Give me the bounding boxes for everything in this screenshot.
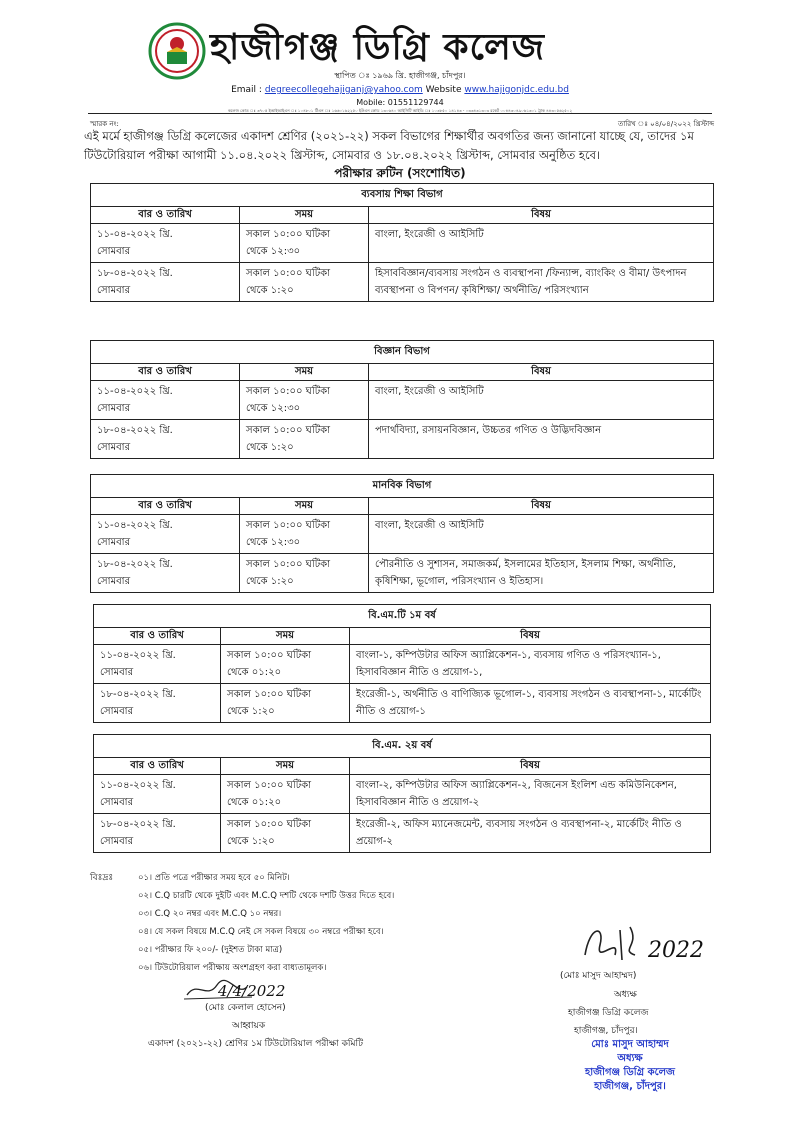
time-cell: সকাল ১০:০০ ঘটিকা থেকে ০১:২০	[221, 645, 350, 684]
col-time-header: সময়	[240, 207, 369, 224]
schedule-table-humanities	[90, 474, 714, 593]
schedule-table-bm-second	[93, 734, 711, 853]
date-cell: ১১-০৪-২০২২ খ্রি. সোমবার	[91, 515, 240, 554]
subject-cell: বাংলা-২, কম্পিউটার অফিস অ্যাপ্লিকেশন-২, বিজনেস ইংলিশ এন্ড কমিউনিকেশন, হিসাববিজ্ঞান নীতি ও প্রয়োগ-২	[350, 775, 711, 814]
committee-member-name: (মোঃ কেলাল হোসেন)	[205, 1003, 286, 1013]
schedule-table-business	[90, 183, 714, 302]
committee-signature-date: 4/4/2022	[218, 982, 286, 1000]
table-row	[94, 645, 711, 684]
col-time-header: সময়	[240, 364, 369, 381]
date-cell: ১৮-০৪-২০২২ খ্রি. সোমবার	[94, 684, 221, 723]
principal-stamp	[555, 1038, 705, 1094]
table-row	[94, 684, 711, 723]
section-title: ব্যবসায় শিক্ষা বিভাগ	[91, 184, 714, 207]
section-title: বি.এম.টি ১ম বর্ষ	[94, 605, 711, 628]
date-cell: ১১-০৪-২০২২ খ্রি. সোমবার	[94, 775, 221, 814]
col-date-header: বার ও তারিখ	[91, 207, 240, 224]
table-row	[94, 814, 711, 853]
time-cell: সকাল ১০:০০ ঘটিকা থেকে ১:২০	[221, 814, 350, 853]
note-item: ০৫। পরীক্ষার ফি ২০০/- (দুইশত টাকা মাত্র)	[138, 945, 283, 955]
table-row	[91, 515, 714, 554]
note-item: ০২। C.Q চারটি থেকে দুইটি এবং M.C.Q দশটি থেকে দশটি উত্তর দিতে হবে।	[138, 891, 395, 901]
principal-name: (মোঃ মাসুদ আহাম্মদ)	[560, 971, 637, 981]
intro-paragraph: এই মর্মে হাজীগঞ্জ ডিগ্রি কলেজের একাদশ শ্রেণির (২০২১-২২) সকল বিভাগের শিক্ষার্থীর অবগতির জন্য জানানো যাচ্ছে যে, তাদের ১ম টিউটোরিয়াল পরীক্ষা আগামী ১১.০৪.২০২২ খ্রিস্টাব্দ, সোমবার ও ১৮.০৪.২০২২ খ্রিস্টাব্দ, সোমবার অনুষ্ঠিত হবে।	[84, 129, 694, 162]
stamp-name: মোঃ মাসুদ আহাম্মদ	[591, 1039, 669, 1050]
date-cell: ১১-০৪-২০২২ খ্রি. সোমবার	[94, 645, 221, 684]
subject-cell: পৌরনীতি ও সুশাসন, সমাজকর্ম, ইসলামের ইতিহাস, ইসলাম শিক্ষা, অর্থনীতি, কৃষিশিক্ষা, ভূগোল, পরিসংখ্যান ও ইতিহাস।	[369, 554, 714, 593]
note-item: ০১। প্রতি পত্রে পরীক্ষার সময় হবে ৫০ মিনিট।	[138, 873, 290, 883]
college-name: হাজীগঞ্জ ডিগ্রি কলেজ	[210, 26, 546, 68]
col-subject-header: বিষয়	[369, 364, 714, 381]
subject-cell: হিসাববিজ্ঞান/ব্যবসায় সংগঠন ও ব্যবস্থাপনা /ফিন্যান্স, ব্যাংকিং ও বীমা/ উৎপাদন ব্যবস্থাপনা ও বিপণন/ কৃষিশিক্ষা/ অর্থনীতি/ পরিসংখ্যান	[369, 263, 714, 302]
stamp-title: অধ্যক্ষ	[617, 1053, 643, 1064]
stamp-college: হাজীগঞ্জ ডিগ্রি কলেজ	[584, 1067, 675, 1078]
subject-cell: পদার্থবিদ্যা, রসায়নবিজ্ঞান, উচ্চতর গণিত ও উদ্ভিদবিজ্ঞান	[369, 420, 714, 459]
col-time-header: সময়	[221, 628, 350, 645]
note-item: ০৩। C.Q ২০ নম্বর এবং M.C.Q ১০ নম্বর।	[138, 909, 282, 919]
mobile-line: Mobile: 01551129744	[356, 98, 444, 107]
col-subject-header: বিষয়	[350, 758, 711, 775]
reference-label: স্মারক নং:	[90, 120, 119, 128]
schedule-table-science	[90, 340, 714, 459]
col-subject-header: বিষয়	[369, 207, 714, 224]
date-cell: ১৮-০৪-২০২২ খ্রি. সোমবার	[91, 554, 240, 593]
section-title: বি.এম. ২য় বর্ষ	[94, 735, 711, 758]
committee-role: আহ্বায়ক	[232, 1021, 266, 1031]
issue-date: তারিখ ঃ ০৪/০৪/২০২২ খ্রিস্টাব্দ	[618, 120, 715, 128]
col-date-header: বার ও তারিখ	[91, 364, 240, 381]
note-item: ০৬। টিউটোরিয়াল পরীক্ষায় অংশগ্রহণ করা বাধ্যতামূলক।	[138, 963, 327, 973]
date-cell: ১১-০৪-২০২২ খ্রি. সোমবার	[91, 224, 240, 263]
principal-college: হাজীগঞ্জ ডিগ্রি কলেজ	[568, 1008, 649, 1018]
principal-place: হাজীগঞ্জ, চাঁদপুর।	[574, 1026, 638, 1036]
time-cell: সকাল ১০:০০ ঘটিকা থেকে ১:২০	[240, 263, 369, 302]
committee-name: একাদশ (২০২১-২২) শ্রেণির ১ম টিউটোরিয়াল পরীক্ষা কমিটি	[148, 1039, 363, 1049]
principal-signature-year: 2022	[648, 938, 704, 963]
routine-title: পরীক্ষার রুটিন (সংশোধিত)	[334, 166, 466, 180]
subject-cell: বাংলা-১, কম্পিউটার অফিস অ্যাপ্লিকেশন-১, ব্যবসায় গণিত ও পরিসংখ্যান-১, হিসাববিজ্ঞান নীতি ও প্রয়োগ-১,	[350, 645, 711, 684]
date-cell: ১১-০৪-২০২২ খ্রি. সোমবার	[91, 381, 240, 420]
time-cell: সকাল ১০:০০ ঘটিকা থেকে ১২:৩০	[240, 515, 369, 554]
principal-title: অধ্যক্ষ	[614, 990, 637, 1000]
subject-cell: বাংলা, ইংরেজী ও আইসিটি	[369, 224, 714, 263]
time-cell: সকাল ১০:০০ ঘটিকা থেকে ১:২০	[240, 420, 369, 459]
col-date-header: বার ও তারিখ	[94, 758, 221, 775]
subject-cell: ইংরেজী-২, অফিস ম্যানেজমেন্ট, ব্যবসায় সংগঠন ও ব্যবস্থাপনা-২, মার্কেটিং নীতি ও প্রয়োগ-২	[350, 814, 711, 853]
section-title: মানবিক বিভাগ	[91, 475, 714, 498]
subject-cell: বাংলা, ইংরেজী ও আইসিটি	[369, 515, 714, 554]
email-link[interactable]: degreecollegehajiganj@yahoo.com	[264, 85, 423, 95]
subject-cell: ইংরেজী-১, অর্থনীতি ও বাণিজ্যিক ভূগোল-১, ব্যবসায় সংগঠন ও ব্যবস্থাপনা-১, মার্কেটিং নীতি ও প্রয়োগ-১	[350, 684, 711, 723]
time-cell: সকাল ১০:০০ ঘটিকা থেকে ১:২০	[240, 554, 369, 593]
date-cell: ১৮-০৪-২০২২ খ্রি. সোমবার	[91, 263, 240, 302]
time-cell: সকাল ১০:০০ ঘটিকা থেকে ০১:২০	[221, 775, 350, 814]
col-subject-header: বিষয়	[350, 628, 711, 645]
table-row	[91, 420, 714, 459]
date-cell: ১৮-০৪-২০২২ খ্রি. সোমবার	[94, 814, 221, 853]
col-date-header: বার ও তারিখ	[91, 498, 240, 515]
table-row	[91, 381, 714, 420]
time-cell: সকাল ১০:০০ ঘটিকা থেকে ১:২০	[221, 684, 350, 723]
stamp-place: হাজীগঞ্জ, চাঁদপুর।	[594, 1081, 666, 1092]
col-subject-header: বিষয়	[369, 498, 714, 515]
website-link[interactable]: www.hajigonjdc.edu.bd	[464, 85, 569, 95]
header-divider	[88, 113, 712, 114]
time-cell: সকাল ১০:০০ ঘটিকা থেকে ১২:৩০	[240, 381, 369, 420]
col-time-header: সময়	[240, 498, 369, 515]
established-line: স্থাপিত ঃ ১৯৬৯ খ্রি. হাজীগঞ্জ, চাঁদপুর।	[334, 71, 466, 80]
schedule-table-bmt-first	[93, 604, 711, 723]
subject-cell: বাংলা, ইংরেজী ও আইসিটি	[369, 381, 714, 420]
table-row	[91, 263, 714, 302]
table-row	[91, 554, 714, 593]
table-row	[94, 775, 711, 814]
section-title: বিজ্ঞান বিভাগ	[91, 341, 714, 364]
note-item: ০৪। যে সকল বিষয়ে M.C.Q নেই সে সকল বিষয়ে ৩০ নম্বরে পরীক্ষা হবে।	[138, 927, 384, 937]
contact-line	[0, 85, 800, 95]
date-cell: ১৮-০৪-২০২২ খ্রি. সোমবার	[91, 420, 240, 459]
time-cell: সকাল ১০:০০ ঘটিকা থেকে ১২:৩০	[240, 224, 369, 263]
notes-label: বিঃদ্রঃ	[90, 873, 114, 883]
address-line: কলেজ কোড ঃ ৩৭০৫ ইআইআইএন ঃ ১০৪৮০১ টিএন ঃ ১৬৬০১৬২২৫০ ইউএন কোড ১৩০৬৪০ আইসিটি আইডি ঃ ১০৩৮৫০ ১৪১৪৩ - ০৩৩৪৩১৩০৩ রকেট ০০৪৪৩০৪৯০৬১৩০১ ট্রাক ৪৪৩০৫৬২৫০২	[227, 108, 573, 113]
col-date-header: বার ও তারিখ	[94, 628, 221, 645]
website-label: Website	[425, 85, 462, 95]
col-time-header: সময়	[221, 758, 350, 775]
email-label: Email :	[231, 85, 262, 95]
table-row	[91, 224, 714, 263]
